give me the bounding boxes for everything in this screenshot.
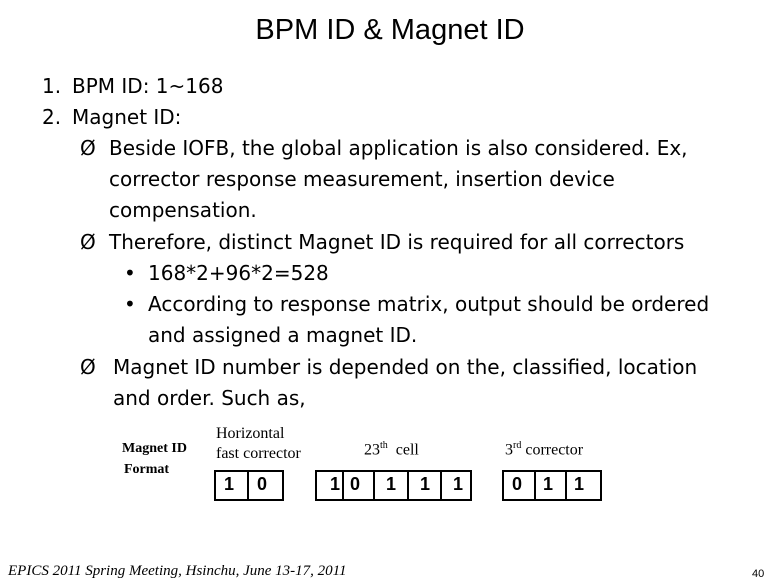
arrow-bullet-icon: Ø — [80, 355, 96, 379]
bit-value: 1 — [420, 474, 431, 494]
bit-divider — [534, 470, 536, 501]
slide-title: BPM ID & Magnet ID — [255, 14, 525, 46]
sub-item-text: Therefore, distinct Magnet ID is required for all correctors — [109, 230, 685, 254]
bullet-icon: • — [124, 261, 136, 285]
bit-divider — [342, 470, 344, 501]
sub-sub-item-text: According to response matrix, output should be ordered — [148, 292, 710, 316]
bit-value: 0 — [512, 474, 523, 494]
slide-footer: EPICS 2011 Spring Meeting, Hsinchu, June 13-17, 2011 — [8, 563, 347, 579]
format-label: Magnet ID — [122, 441, 187, 456]
sub-sub-item-text: and assigned a magnet ID. — [148, 323, 418, 347]
bit-divider — [565, 470, 567, 501]
bit-divider — [407, 470, 409, 501]
bullet-icon: • — [124, 292, 136, 316]
horizontal-label: fast corrector — [216, 445, 301, 462]
bit-value: 1 — [386, 474, 397, 494]
list-item-bpm-id: BPM ID: 1~168 — [72, 74, 224, 98]
bit-value: 1 — [224, 474, 235, 494]
bit-divider — [247, 470, 249, 501]
bit-value: 1 — [453, 474, 464, 494]
sub-item-text: compensation. — [109, 198, 257, 222]
cell-label: 23th cell — [364, 440, 419, 459]
bit-value: 0 — [350, 474, 361, 494]
arrow-bullet-icon: Ø — [80, 136, 96, 160]
page-number: 40 — [752, 568, 765, 580]
sub-item-text: corrector response measurement, insertion device — [109, 167, 615, 191]
horizontal-label: Horizontal — [216, 425, 285, 442]
list-number: 1. — [42, 74, 62, 98]
list-item-magnet-id: Magnet ID: — [72, 105, 182, 129]
bit-divider — [373, 470, 375, 501]
arrow-bullet-icon: Ø — [80, 230, 96, 254]
bit-value: 0 — [257, 474, 268, 494]
sub-item-text: Beside IOFB, the global application is also considered. Ex, — [109, 136, 688, 160]
list-number: 2. — [42, 105, 62, 129]
corrector-label: 3rd corrector — [505, 440, 584, 459]
bit-divider — [440, 470, 442, 501]
sub-item-text: and order. Such as, — [113, 386, 306, 410]
bit-value: 1 — [574, 474, 585, 494]
sub-sub-item-text: 168*2+96*2=528 — [148, 261, 329, 285]
bit-value: 1 — [543, 474, 554, 494]
bit-value: 1 — [330, 474, 341, 494]
format-label: Format — [124, 462, 170, 477]
sub-item-text: Magnet ID number is depended on the, classified, location — [113, 355, 698, 379]
